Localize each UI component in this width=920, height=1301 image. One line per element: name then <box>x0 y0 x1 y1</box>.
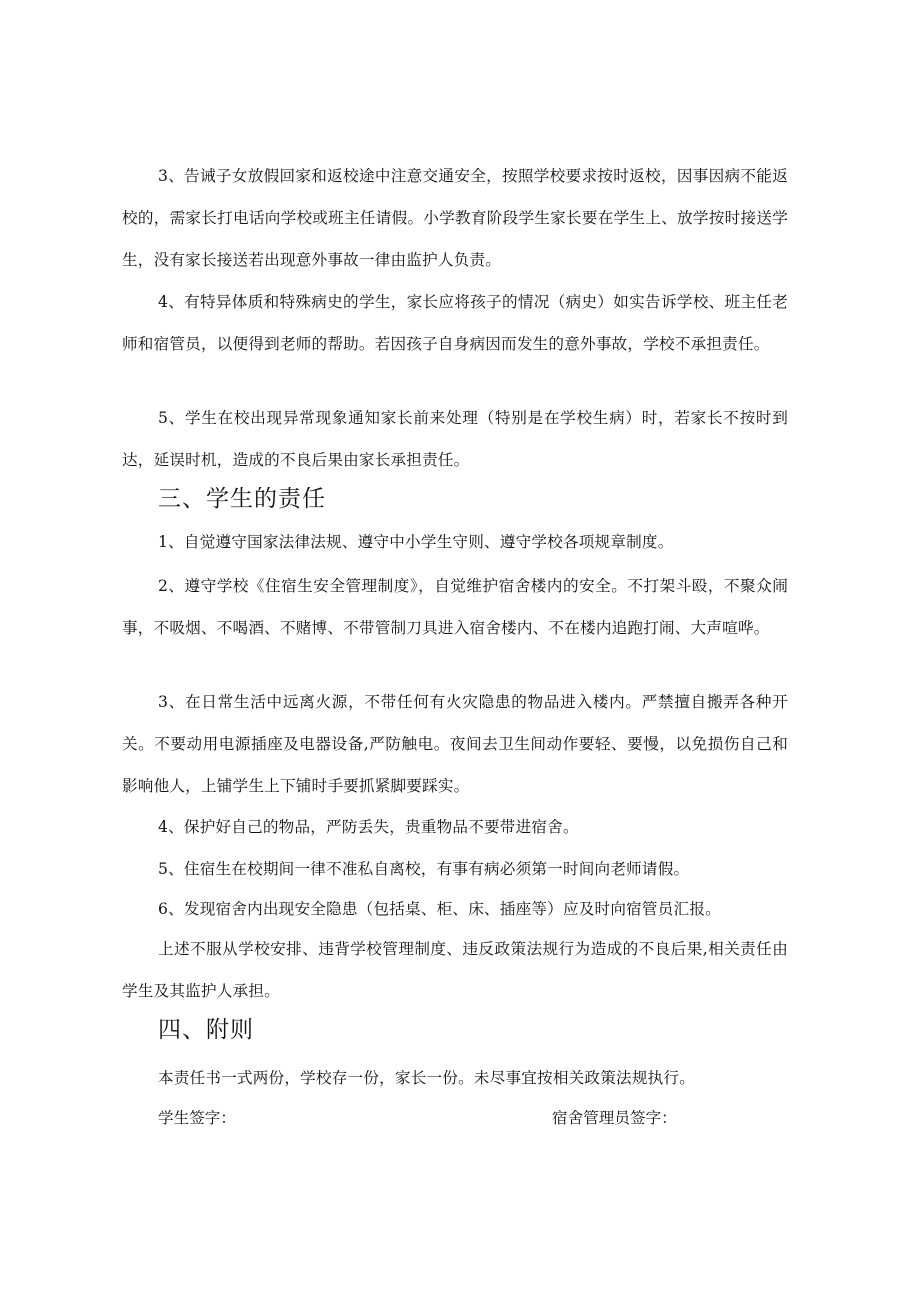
clause-3-2: 2、遵守学校《住宿生安全管理制度》，自觉维护宿舍楼内的安全。不打架斗殴，不聚众闹事，不吸烟、不喝酒、不赌博、不带管制刀具进入宿舍楼内、不在楼内追跑打闹、大声喧哗。 <box>122 577 788 637</box>
clause-2-4: 4、有特异体质和特殊病史的学生，家长应将孩子的情况（病史）如实告诉学校、班主任老师和宿管员，以便得到老师的帮助。若因孩子自身病因而发生的意外事故，学校不承担责任。 <box>122 293 788 353</box>
clause-2-5: 5、学生在校出现异常现象通知家长前来处理（特别是在学校生病）时，若家长不按时到达，延误时机，造成的不良后果由家长承担责任。 <box>122 409 788 469</box>
clause-3-5: 5、住宿生在校期间一律不准私自离校，有事有病必须第一时间向老师请假。 <box>158 860 690 878</box>
section-4-heading: 四、附则 <box>158 1017 254 1043</box>
section-4-text: 本责任书一式两份，学校存一份，家长一份。未尽事宜按相关政策法规执行。 <box>158 1069 695 1087</box>
clause-2-3: 3、告诫子女放假回家和返校途中注意交通安全，按照学校要求按时返校，因事因病不能返校的，需家长打电话向学校或班主任请假。小学教育阶段学生家长要在学生上、放学按时接送学生，没有家长接送若出现意外事故一律由监护人负责。 <box>122 167 788 269</box>
clause-3-4: 4、保护好自己的物品，严防丢失，贵重物品不要带进宿舍。 <box>158 818 579 836</box>
clause-3-1: 1、自觉遵守国家法律法规、遵守中小学生守则、遵守学校各项规章制度。 <box>158 533 674 551</box>
dorm-manager-signature-label: 宿舍管理员签字： <box>552 1109 677 1127</box>
section-3-heading: 三、学生的责任 <box>158 486 326 512</box>
clause-3-6: 6、发现宿舍内出现安全隐患（包括桌、柜、床、插座等）应及时向宿管员汇报。 <box>158 900 721 918</box>
student-signature-label: 学生签字： <box>158 1109 236 1127</box>
clause-3-3: 3、在日常生活中远离火源，不带任何有火灾隐患的物品进入楼内。严禁擅自搬弄各种开关。不要动用电源插座及电器设备,严防触电。夜间去卫生间动作要轻、要慢，以免损伤自己和影响他人，上铺学生上下铺时手要抓紧脚要踩实。 <box>122 693 788 795</box>
section-3-summary: 上述不服从学校安排、违背学校管理制度、违反政策法规行为造成的不良后果,相关责任由学生及其监护人承担。 <box>122 940 788 1000</box>
